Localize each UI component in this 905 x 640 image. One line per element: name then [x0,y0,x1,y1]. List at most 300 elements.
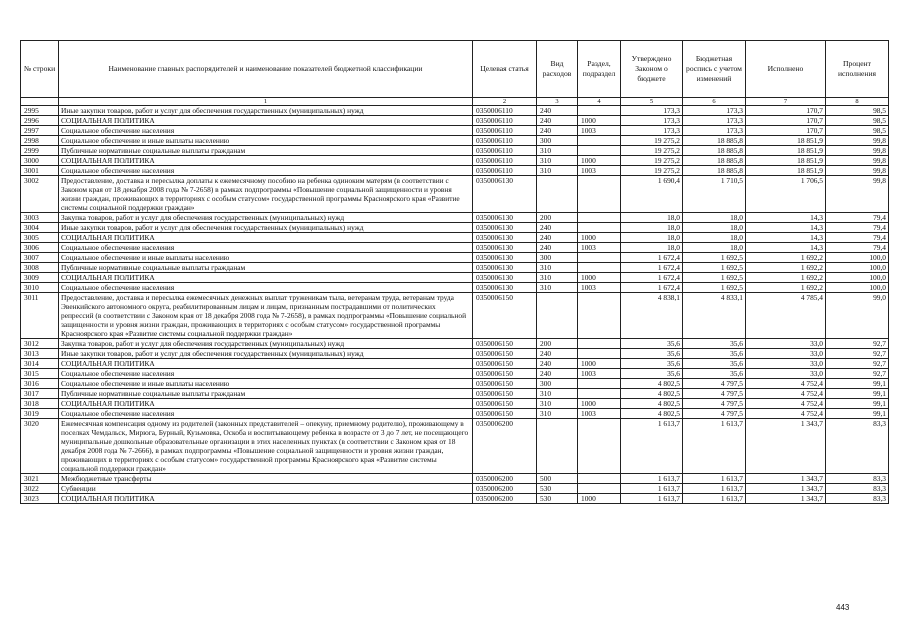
target-article: 0350006110 [473,136,537,146]
expense-type: 240 [537,223,578,233]
approved-amount: 4 802,5 [621,409,683,419]
section-code [578,263,621,273]
row-name: Иные закупки товаров, работ и услуг для обеспечения государственных (муниципальных) нужд [59,106,473,116]
executed-amount: 1 692,2 [746,283,826,293]
execution-percent: 79,4 [826,213,889,223]
schedule-amount: 4 797,5 [683,399,746,409]
schedule-amount: 18 885,8 [683,156,746,166]
executed-amount: 14,3 [746,243,826,253]
row-name: Иные закупки товаров, работ и услуг для обеспечения государственных (муниципальных) нужд [59,223,473,233]
executed-amount: 18 851,9 [746,146,826,156]
approved-amount: 1 613,7 [621,474,683,484]
row-number: 3013 [21,349,59,359]
row-name: Социальное обеспечение населения [59,409,473,419]
table-row [21,273,889,283]
expense-type: 530 [537,494,578,504]
expense-type [537,293,578,339]
section-code: 1003 [578,243,621,253]
schedule-amount: 18,0 [683,213,746,223]
row-number: 3010 [21,283,59,293]
execution-percent: 79,4 [826,233,889,243]
section-code: 1000 [578,273,621,283]
row-name: СОЦИАЛЬНАЯ ПОЛИТИКА [59,494,473,504]
schedule-amount: 1 613,7 [683,474,746,484]
header-expense-type: Вид расходов [537,41,578,98]
row-number: 3014 [21,359,59,369]
expense-type: 240 [537,369,578,379]
col-number: 3 [537,98,578,106]
table-row [21,263,889,273]
executed-amount: 14,3 [746,223,826,233]
col-number [21,98,59,106]
target-article: 0350006130 [473,176,537,213]
target-article: 0350006150 [473,349,537,359]
expense-type: 240 [537,349,578,359]
approved-amount: 35,6 [621,369,683,379]
section-code [578,339,621,349]
table-row [21,379,889,389]
schedule-amount: 1 692,5 [683,263,746,273]
approved-amount: 173,3 [621,126,683,136]
col-number: 7 [746,98,826,106]
execution-percent: 100,0 [826,273,889,283]
row-number: 3019 [21,409,59,419]
schedule-amount: 173,3 [683,126,746,136]
expense-type: 240 [537,359,578,369]
schedule-amount: 35,6 [683,339,746,349]
schedule-amount: 1 692,5 [683,283,746,293]
col-number: 2 [473,98,537,106]
row-number: 2999 [21,146,59,156]
expense-type: 310 [537,389,578,399]
expense-type: 240 [537,106,578,116]
header-row-number: № строки [21,41,59,98]
target-article: 0350006130 [473,223,537,233]
executed-amount: 1 692,2 [746,273,826,283]
expense-type: 240 [537,116,578,126]
header-target-article: Целевая статья [473,41,537,98]
table-row [21,146,889,156]
target-article: 0350006150 [473,293,537,339]
execution-percent: 99,8 [826,136,889,146]
approved-amount: 35,6 [621,339,683,349]
row-number: 2995 [21,106,59,116]
approved-amount: 4 838,1 [621,293,683,339]
approved-amount: 18,0 [621,233,683,243]
header-budget-schedule: Бюджетная роспись с учетом изменений [683,41,746,98]
section-code [578,484,621,494]
row-name: Закупка товаров, работ и услуг для обеспечения государственных (муниципальных) нужд [59,213,473,223]
table-row [21,106,889,116]
target-article: 0350006110 [473,126,537,136]
execution-percent: 79,4 [826,243,889,253]
execution-percent: 79,4 [826,223,889,233]
target-article: 0350006150 [473,389,537,399]
target-article: 0350006110 [473,116,537,126]
executed-amount: 170,7 [746,116,826,126]
approved-amount: 1 672,4 [621,263,683,273]
section-code: 1000 [578,494,621,504]
executed-amount: 4 752,4 [746,409,826,419]
approved-amount: 19 275,2 [621,136,683,146]
executed-amount: 4 752,4 [746,379,826,389]
approved-amount: 1 613,7 [621,494,683,504]
row-name: Социальное обеспечение и иные выплаты населению [59,379,473,389]
table-row [21,116,889,126]
table-row [21,389,889,399]
table-row [21,399,889,409]
section-code: 1000 [578,156,621,166]
table-row [21,243,889,253]
approved-amount: 1 672,4 [621,273,683,283]
row-name: Закупка товаров, работ и услуг для обеспечения государственных (муниципальных) нужд [59,339,473,349]
row-number: 3008 [21,263,59,273]
row-name: СОЦИАЛЬНАЯ ПОЛИТИКА [59,359,473,369]
schedule-amount: 4 797,5 [683,379,746,389]
section-code: 1003 [578,166,621,176]
row-name: Предоставление, доставка и пересылка доплаты к ежемесячному пособию на ребенка одиноким матерям (в соответствии с Законом края от 18 декабря 2008 года № 7-2658) в рамках подпрограммы «Повышение социальной защищенности и уровня жизни граждан, проживающих в территориях с особым статусом» государственной программы Красноярского края «Развитие системы социальной поддержки граждан» [59,176,473,213]
row-number: 3012 [21,339,59,349]
executed-amount: 4 752,4 [746,389,826,399]
target-article: 0350006150 [473,399,537,409]
row-name: Субвенции [59,484,473,494]
row-number: 2998 [21,136,59,146]
executed-amount: 4 752,4 [746,399,826,409]
schedule-amount: 18 885,8 [683,136,746,146]
target-article: 0350006130 [473,273,537,283]
execution-percent: 92,7 [826,339,889,349]
executed-amount: 18 851,9 [746,166,826,176]
page-number: 443 [836,603,850,612]
row-name: СОЦИАЛЬНАЯ ПОЛИТИКА [59,233,473,243]
column-number-row [21,98,889,106]
table-row [21,176,889,213]
target-article: 0350006110 [473,106,537,116]
section-code [578,176,621,213]
executed-amount: 33,0 [746,339,826,349]
approved-amount: 19 275,2 [621,146,683,156]
approved-amount: 18,0 [621,213,683,223]
expense-type: 530 [537,484,578,494]
execution-percent: 92,7 [826,349,889,359]
schedule-amount: 35,6 [683,369,746,379]
header-row [21,41,889,98]
table-row [21,223,889,233]
budget-table-sheet [20,40,888,504]
table-row [21,126,889,136]
executed-amount: 18 851,9 [746,156,826,166]
row-name: Иные закупки товаров, работ и услуг для обеспечения государственных (муниципальных) нужд [59,349,473,359]
executed-amount: 1 692,2 [746,253,826,263]
target-article: 0350006150 [473,359,537,369]
row-number: 3004 [21,223,59,233]
expense-type: 240 [537,126,578,136]
row-number: 3023 [21,494,59,504]
section-code [578,349,621,359]
expense-type: 300 [537,253,578,263]
executed-amount: 1 343,7 [746,494,826,504]
schedule-amount: 1 613,7 [683,494,746,504]
executed-amount: 4 785,4 [746,293,826,339]
row-number: 3016 [21,379,59,389]
col-number: 1 [59,98,473,106]
row-name: Социальное обеспечение населения [59,283,473,293]
schedule-amount: 35,6 [683,349,746,359]
approved-amount: 173,3 [621,106,683,116]
row-name: СОЦИАЛЬНАЯ ПОЛИТИКА [59,273,473,283]
section-code: 1000 [578,116,621,126]
table-row [21,283,889,293]
budget-table [20,40,889,504]
section-code: 1003 [578,409,621,419]
section-code [578,213,621,223]
approved-amount: 1 672,4 [621,283,683,293]
expense-type: 310 [537,156,578,166]
row-name: Социальное обеспечение населения [59,166,473,176]
execution-percent: 83,3 [826,494,889,504]
executed-amount: 1 343,7 [746,474,826,484]
approved-amount: 1 613,7 [621,419,683,474]
row-number: 3000 [21,156,59,166]
header-approved: Утверждено Законом о бюджете [621,41,683,98]
section-code [578,253,621,263]
expense-type: 310 [537,399,578,409]
execution-percent: 99,8 [826,176,889,213]
expense-type: 310 [537,409,578,419]
table-row [21,419,889,474]
execution-percent: 98,5 [826,116,889,126]
executed-amount: 33,0 [746,349,826,359]
row-number: 3009 [21,273,59,283]
row-number: 3018 [21,399,59,409]
executed-amount: 170,7 [746,126,826,136]
target-article: 0350006200 [473,419,537,474]
approved-amount: 1 672,4 [621,253,683,263]
approved-amount: 19 275,2 [621,156,683,166]
row-number: 3015 [21,369,59,379]
schedule-amount: 18,0 [683,233,746,243]
row-name: Социальное обеспечение населения [59,243,473,253]
expense-type: 310 [537,146,578,156]
approved-amount: 1 613,7 [621,484,683,494]
expense-type: 310 [537,283,578,293]
execution-percent: 92,7 [826,369,889,379]
schedule-amount: 4 797,5 [683,409,746,419]
row-number: 3022 [21,484,59,494]
expense-type: 310 [537,166,578,176]
executed-amount: 33,0 [746,369,826,379]
executed-amount: 170,7 [746,106,826,116]
approved-amount: 173,3 [621,116,683,126]
table-row [21,166,889,176]
expense-type: 310 [537,263,578,273]
row-number: 3021 [21,474,59,484]
table-row [21,369,889,379]
row-number: 2997 [21,126,59,136]
executed-amount: 14,3 [746,213,826,223]
execution-percent: 100,0 [826,253,889,263]
row-name: СОЦИАЛЬНАЯ ПОЛИТИКА [59,399,473,409]
execution-percent: 83,3 [826,484,889,494]
row-number: 3006 [21,243,59,253]
approved-amount: 35,6 [621,359,683,369]
section-code [578,136,621,146]
header-section: Раздел, подраздел [578,41,621,98]
row-number: 3002 [21,176,59,213]
approved-amount: 19 275,2 [621,166,683,176]
row-name: Публичные нормативные социальные выплаты гражданам [59,146,473,156]
table-row [21,213,889,223]
table-row [21,253,889,263]
row-name: Социальное обеспечение населения [59,126,473,136]
col-number: 4 [578,98,621,106]
table-row [21,484,889,494]
expense-type: 240 [537,243,578,253]
row-name: СОЦИАЛЬНАЯ ПОЛИТИКА [59,156,473,166]
schedule-amount: 1 692,5 [683,253,746,263]
executed-amount: 18 851,9 [746,136,826,146]
col-number: 8 [826,98,889,106]
executed-amount: 1 343,7 [746,419,826,474]
executed-amount: 33,0 [746,359,826,369]
execution-percent: 99,8 [826,166,889,176]
target-article: 0350006150 [473,409,537,419]
expense-type [537,419,578,474]
execution-percent: 100,0 [826,263,889,273]
section-code: 1003 [578,126,621,136]
section-code: 1000 [578,399,621,409]
target-article: 0350006130 [473,283,537,293]
schedule-amount: 18,0 [683,223,746,233]
table-row [21,233,889,243]
approved-amount: 1 690,4 [621,176,683,213]
execution-percent: 99,1 [826,389,889,399]
executed-amount: 1 343,7 [746,484,826,494]
schedule-amount: 1 613,7 [683,484,746,494]
row-name: СОЦИАЛЬНАЯ ПОЛИТИКА [59,116,473,126]
approved-amount: 4 802,5 [621,399,683,409]
approved-amount: 18,0 [621,243,683,253]
target-article: 0350006150 [473,379,537,389]
row-number: 2996 [21,116,59,126]
table-row [21,409,889,419]
schedule-amount: 173,3 [683,106,746,116]
target-article: 0350006130 [473,263,537,273]
schedule-amount: 35,6 [683,359,746,369]
row-name: Межбюджетные трансферты [59,474,473,484]
table-row [21,156,889,166]
table-body [21,106,889,504]
schedule-amount: 4 797,5 [683,389,746,399]
section-code [578,419,621,474]
execution-percent: 92,7 [826,359,889,369]
target-article: 0350006110 [473,146,537,156]
row-number: 3005 [21,233,59,243]
row-number: 3020 [21,419,59,474]
schedule-amount: 18 885,8 [683,146,746,156]
schedule-amount: 4 833,1 [683,293,746,339]
execution-percent: 100,0 [826,283,889,293]
table-row [21,494,889,504]
target-article: 0350006150 [473,369,537,379]
expense-type [537,176,578,213]
schedule-amount: 18,0 [683,243,746,253]
section-code [578,293,621,339]
expense-type: 310 [537,273,578,283]
execution-percent: 99,1 [826,379,889,389]
section-code [578,106,621,116]
row-name: Социальное обеспечение и иные выплаты населению [59,136,473,146]
execution-percent: 99,8 [826,156,889,166]
expense-type: 300 [537,379,578,389]
section-code: 1000 [578,359,621,369]
schedule-amount: 1 613,7 [683,419,746,474]
header-executed: Исполнено [746,41,826,98]
executed-amount: 1 692,2 [746,263,826,273]
expense-type: 300 [537,136,578,146]
section-code: 1003 [578,369,621,379]
target-article: 0350006130 [473,243,537,253]
execution-percent: 83,3 [826,419,889,474]
col-number: 5 [621,98,683,106]
section-code [578,379,621,389]
row-name: Ежемесячная компенсация одному из родителей (законных представителей – опекуну, приемному родителю), проживающему в поселках Чемдальск, Мирюга, Бурный, Кузьмовка, Oскоба и воспитывающему ребенка в возрасте от 3 до 7 лет, не посещающего муниципальные дошкольные образовательные организации в этих населенных пунктах (в соответствии с Законом края от 18 декабря 2008 года № 7-2666), в рамках подпрограммы «Повышение социальной защищенности и уровня жизни граждан, проживающих в территориях с особым статусом» государственной программы Красноярского края «Развитие системы социальной поддержки граждан» [59,419,473,474]
executed-amount: 1 706,5 [746,176,826,213]
table-row [21,474,889,484]
execution-percent: 98,5 [826,126,889,136]
target-article: 0350006130 [473,253,537,263]
expense-type: 200 [537,213,578,223]
row-name: Предоставление, доставка и пересылка ежемесячных денежных выплат труженикам тыла, ветеранам труда, ветеранам труда Эвенкийского автономного округа, реабилитированным лицам и лицам, признанным пострадавшими от политических репрессий (в соответствии с Законом края от 18 декабря 2008 года № 7-2658), в рамках подпрограммы «Повышение социальной защищенности и уровня жизни граждан, проживающих в территориях с особым статусом» государственной программы Красноярского края «Развитие системы социальной поддержки граждан» [59,293,473,339]
approved-amount: 18,0 [621,223,683,233]
execution-percent: 99,0 [826,293,889,339]
target-article: 0350006200 [473,474,537,484]
row-name: Социальное обеспечение и иные выплаты населению [59,253,473,263]
section-code: 1003 [578,283,621,293]
execution-percent: 99,1 [826,409,889,419]
expense-type: 200 [537,339,578,349]
table-row [21,359,889,369]
approved-amount: 4 802,5 [621,379,683,389]
section-code: 1000 [578,233,621,243]
section-code [578,146,621,156]
execution-percent: 83,3 [826,474,889,484]
table-row [21,349,889,359]
execution-percent: 99,1 [826,399,889,409]
row-name: Социальное обеспечение населения [59,369,473,379]
target-article: 0350006200 [473,484,537,494]
target-article: 0350006130 [473,233,537,243]
approved-amount: 35,6 [621,349,683,359]
table-row [21,339,889,349]
target-article: 0350006130 [473,213,537,223]
row-number: 3003 [21,213,59,223]
table-row [21,136,889,146]
header-percent: Процент исполнения [826,41,889,98]
section-code [578,389,621,399]
section-code [578,223,621,233]
target-article: 0350006150 [473,339,537,349]
row-number: 3001 [21,166,59,176]
schedule-amount: 18 885,8 [683,166,746,176]
row-number: 3007 [21,253,59,263]
row-number: 3011 [21,293,59,339]
schedule-amount: 1 692,5 [683,273,746,283]
row-name: Публичные нормативные социальные выплаты гражданам [59,263,473,273]
schedule-amount: 173,3 [683,116,746,126]
header-name: Наименование главных распорядителей и наименование показателей бюджетной классификации [59,41,473,98]
target-article: 0350006110 [473,166,537,176]
